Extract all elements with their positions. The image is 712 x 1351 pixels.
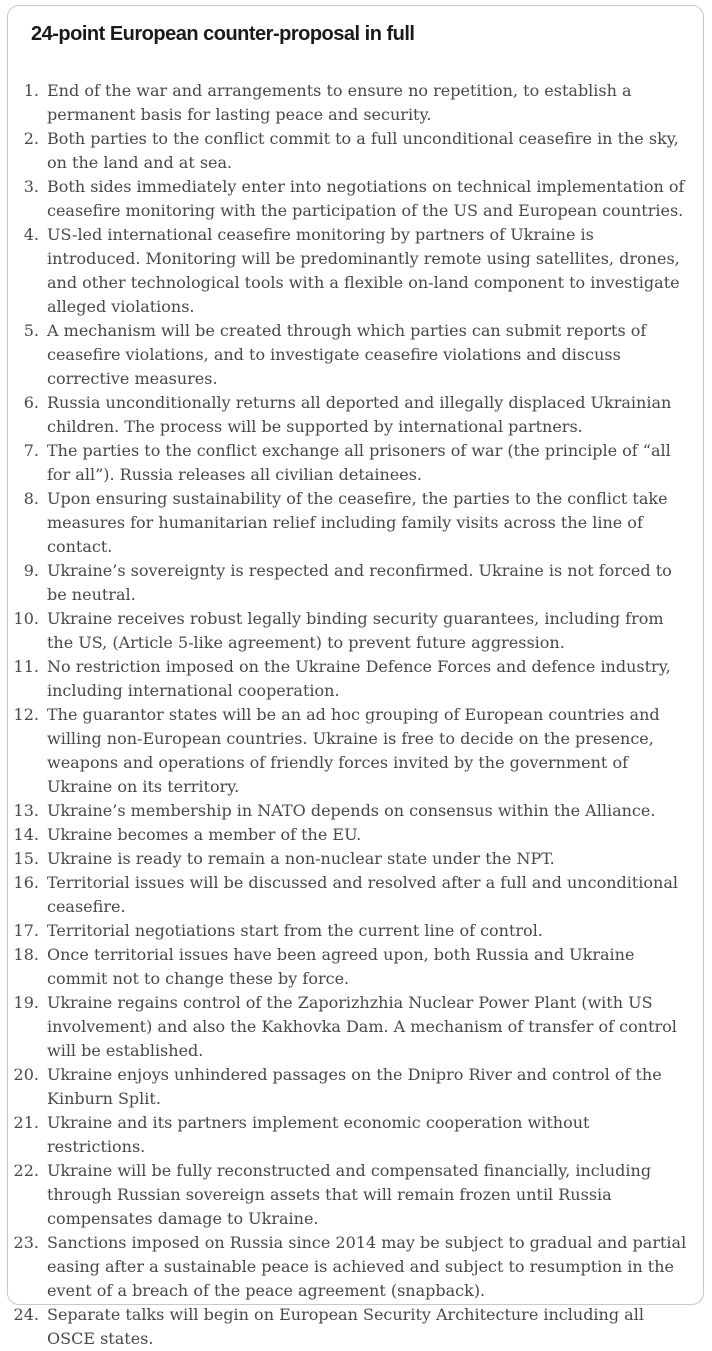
list-item: Both sides immediately enter into negotiations on technical implementation of ceasefire monitoring with the participation of the US and European countries. bbox=[47, 177, 685, 220]
list-item: Ukraine receives robust legally binding security guarantees, including from the US, (Article 5-like agreement) to prevent future aggression. bbox=[47, 609, 664, 652]
list-item: US-led international ceasefire monitoring by partners of Ukraine is introduced. Monitoring will be predominantly remote using satellites, drones, and other technological tools with a flexible on-land component to investigate alleged violations. bbox=[47, 225, 680, 316]
list-item: Ukraine is ready to remain a non-nuclear state under the NPT. bbox=[47, 849, 555, 868]
list-item: Ukraine and its partners implement economic cooperation without restrictions. bbox=[47, 1113, 590, 1156]
list-item: Territorial issues will be discussed and resolved after a full and unconditional ceasefire. bbox=[47, 873, 679, 916]
list-item: The parties to the conflict exchange all prisoners of war (the principle of “all for all”). Russia releases all civilian detainees. bbox=[47, 441, 671, 484]
proposal-list bbox=[8, 79, 703, 1351]
list-item: Ukraine’s membership in NATO depends on consensus within the Alliance. bbox=[47, 801, 656, 820]
list-item: Separate talks will begin on European Security Architecture including all OSCE states. bbox=[47, 1305, 644, 1348]
list-item: No restriction imposed on the Ukraine Defence Forces and defence industry, including international cooperation. bbox=[47, 657, 671, 700]
list-item: Ukraine’s sovereignty is respected and reconfirmed. Ukraine is not forced to be neutral. bbox=[47, 561, 672, 604]
list-item: The guarantor states will be an ad hoc grouping of European countries and willing non-European countries. Ukraine is free to decide on the presence, weapons and operations of friendly forces invited by the government of Ukraine on its territory. bbox=[47, 705, 660, 796]
list-item: Ukraine will be fully reconstructed and compensated financially, including through Russian sovereign assets that will remain frozen until Russia compensates damage to Ukraine. bbox=[47, 1161, 652, 1228]
list-item: Once territorial issues have been agreed upon, both Russia and Ukraine commit not to change these by force. bbox=[47, 945, 635, 988]
card-title: 24-point European counter-proposal in full bbox=[31, 23, 415, 45]
list-item: Upon ensuring sustainability of the ceasefire, the parties to the conflict take measures for humanitarian relief including family visits across the line of contact. bbox=[47, 489, 668, 556]
list-item: End of the war and arrangements to ensure no repetition, to establish a permanent basis for lasting peace and security. bbox=[47, 81, 632, 124]
list-item: Both parties to the conflict commit to a full unconditional ceasefire in the sky, on the land and at sea. bbox=[47, 129, 679, 172]
list-item: A mechanism will be created through which parties can submit reports of ceasefire violations, and to investigate ceasefire violations and discuss corrective measures. bbox=[47, 321, 647, 388]
list-item: Ukraine enjoys unhindered passages on the Dnipro River and control of the Kinburn Split. bbox=[47, 1065, 662, 1108]
proposal-card bbox=[7, 5, 704, 1348]
list-item: Ukraine becomes a member of the EU. bbox=[47, 825, 362, 844]
list-item: Sanctions imposed on Russia since 2014 may be subject to gradual and partial easing after a sustainable peace is achieved and subject to resumption in the event of a breach of the peace agreement (snapback). bbox=[47, 1233, 687, 1300]
list-item: Ukraine regains control of the Zaporizhzhia Nuclear Power Plant (with US involvement) and also the Kakhovka Dam. A mechanism of transfer of control will be established. bbox=[47, 993, 677, 1060]
list-item: Territorial negotiations start from the current line of control. bbox=[47, 921, 543, 940]
list-item: Russia unconditionally returns all deported and illegally displaced Ukrainian children. The process will be supported by international partners. bbox=[47, 393, 672, 436]
